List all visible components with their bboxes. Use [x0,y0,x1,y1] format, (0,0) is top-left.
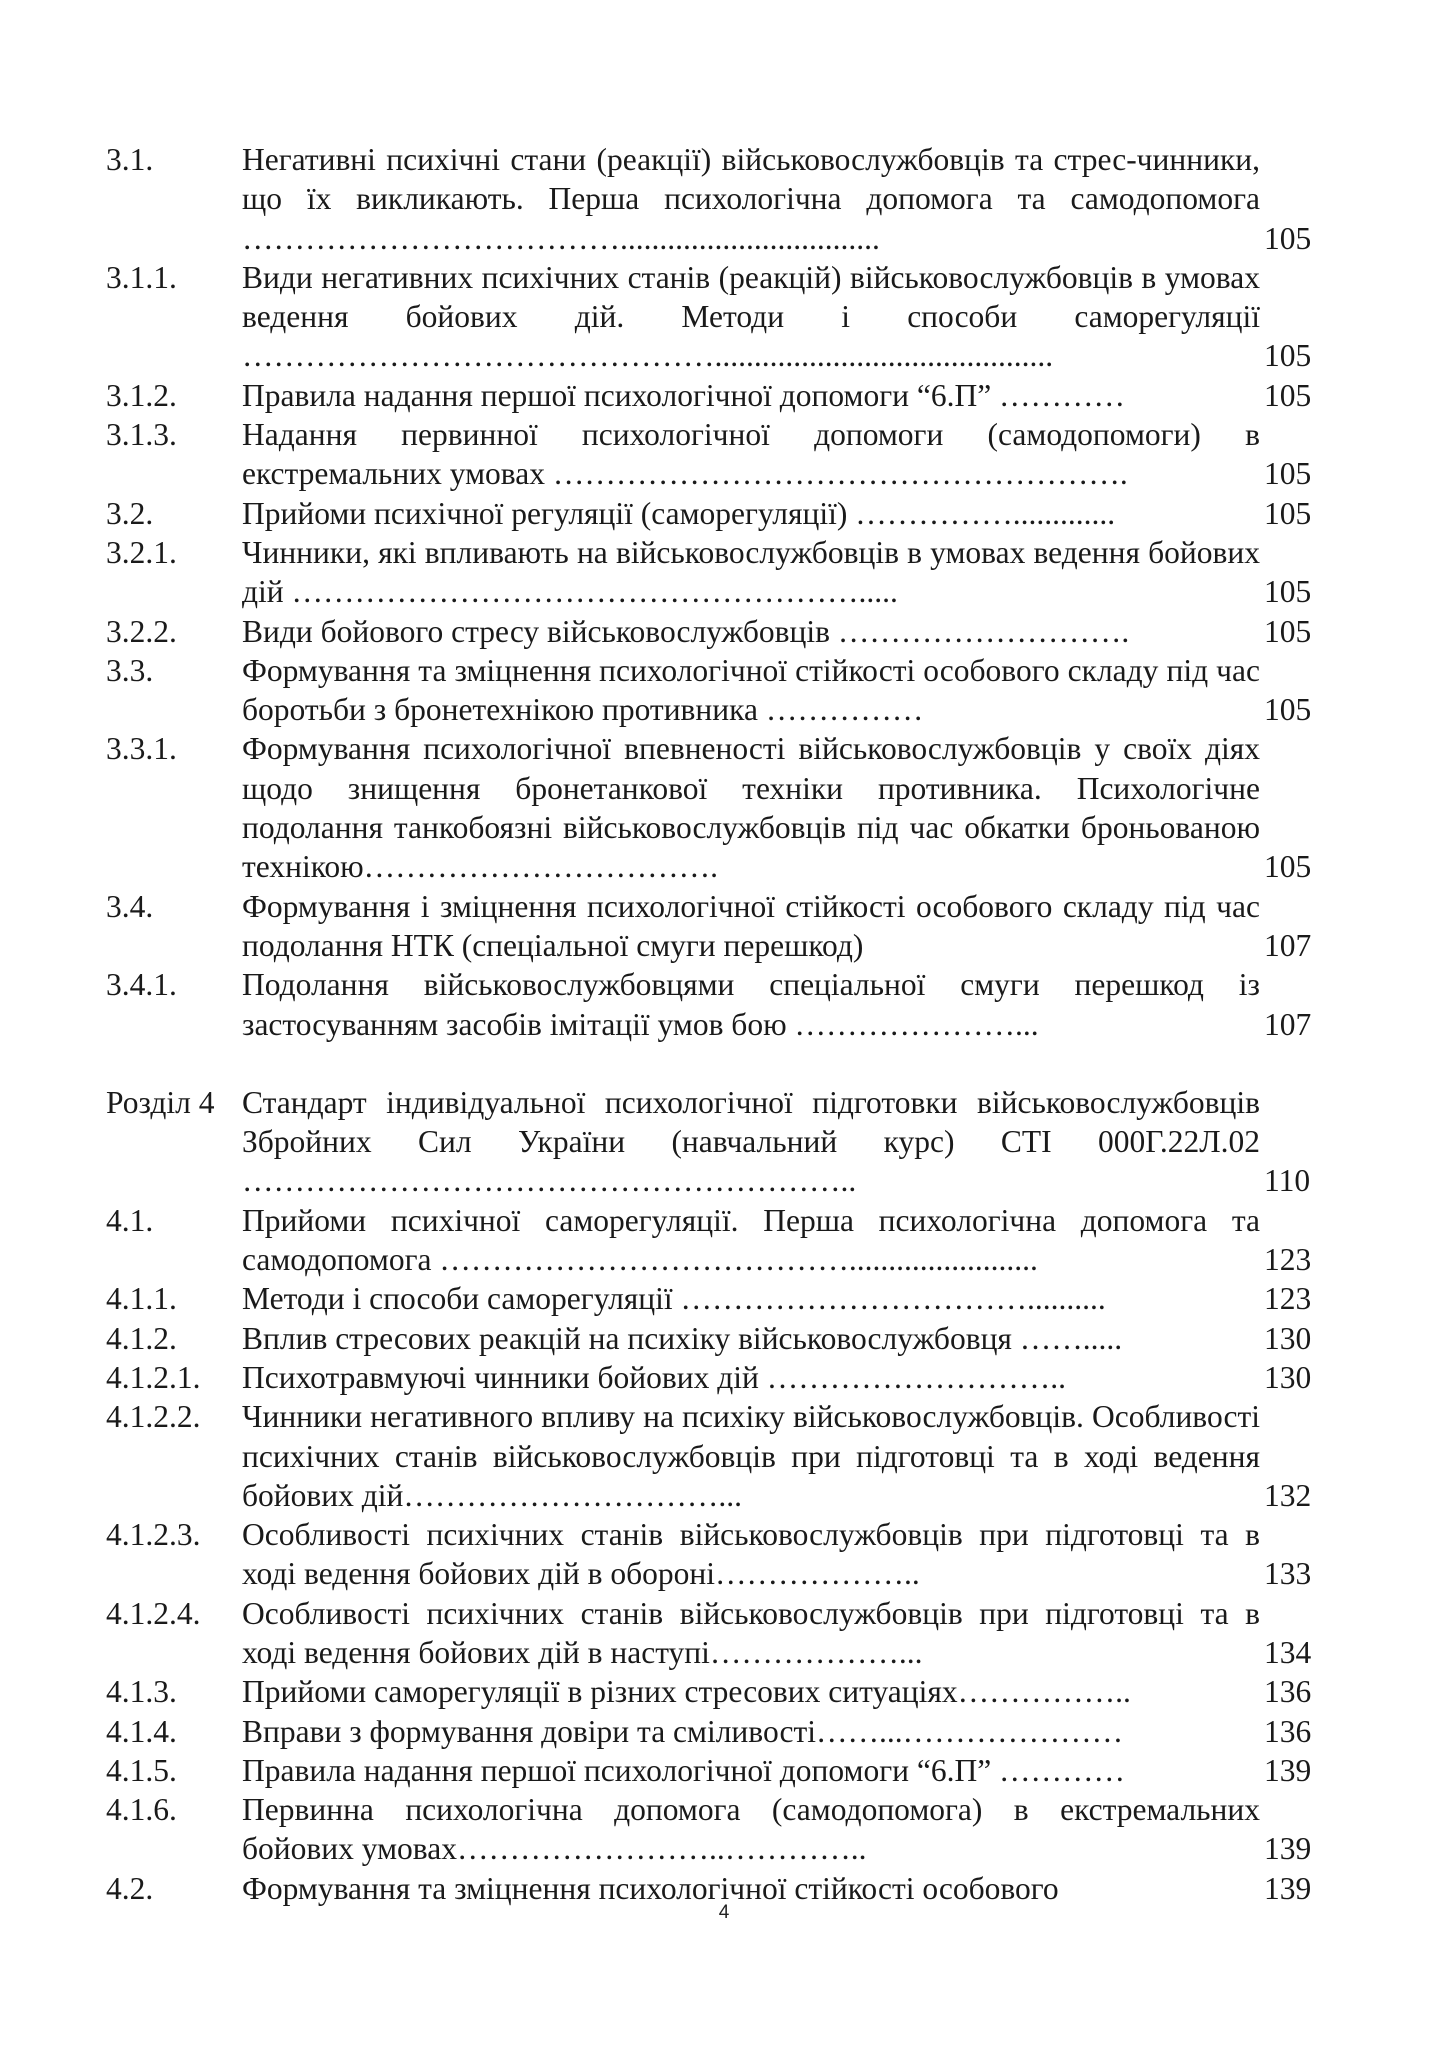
toc-entry-title: Чинники, які впливають на військовослужбовців в умовах ведення бойових дій ………………………………………………..... [242,534,1260,610]
toc-entry-number: 4.1.1. [106,1281,177,1317]
toc-entry-title: Види негативних психічних станів (реакцій) військовослужбовців в умовах ведення бойових дій. Методи і способи саморегуляції ………………………………………........................................... [242,259,1260,374]
toc-entry [106,729,1312,886]
toc-entry-number: 4.1. [106,1202,154,1238]
toc-entry-page: 105 [1264,495,1312,531]
toc-entry-number: 3.1. [106,142,154,177]
toc-entry-number: 3.2.2. [106,613,177,649]
toc-entry-number: 4.1.4. [106,1713,177,1749]
toc-entry-number: 3.4. [106,888,154,924]
toc-entry-page: 139 [1264,1752,1312,1788]
toc-entry [106,965,1312,1044]
toc-entry-page: 105 [1264,849,1312,885]
toc-entry-page: 107 [1264,927,1312,963]
toc-entry-number: 4.1.2. [106,1320,177,1356]
toc-entry-page: 105 [1264,456,1312,492]
toc-entry-title: Особливості психічних станів військовослужбовців при підготовці та в ході ведення бойових дій в обороні……………….. [242,1517,1260,1592]
toc-entry-number: 4.2. [106,1870,154,1906]
toc-entry-number: 4.1.2.3. [106,1517,201,1553]
toc-entry [106,1083,1311,1201]
toc-entry [106,376,1312,415]
toc-entry-page: 134 [1264,1634,1312,1670]
toc-entry-number: 3.3.1. [106,731,177,767]
toc-entry-title: Психотравмуючі чинники бойових дій ……………………….. [242,1359,1066,1395]
toc-entry-page: 105 [1264,613,1312,649]
toc-entry-page: 105 [1264,338,1312,374]
toc-entry-page: 139 [1264,1870,1312,1906]
toc-entry [106,1319,1312,1358]
toc-entry-number: 3.1.1. [106,259,177,295]
toc-entry-title: Стандарт індивідуальної психологічної підготовки військовослужбовців Збройних Сил України (навчальний курс) СТІ 000Г.22Л.02 ………………………………………………….. [242,1084,1260,1199]
toc-entry [106,258,1312,376]
toc-entry-number: 4.1.6. [106,1792,177,1828]
toc-entry-title: Формування і зміцнення психологічної стійкості особового складу під час подолання НТК (спеціальної смуги перешкод) [242,888,1260,963]
toc-entry-page: 105 [1264,220,1312,256]
toc-entry-number: 4.1.2.2. [106,1399,201,1435]
toc-entry-number: 4.1.2.1. [106,1359,201,1395]
toc-entry-page: 130 [1264,1320,1312,1356]
toc-entry-title: Чинники негативного впливу на психіку військовослужбовців. Особливості психічних станів військовослужбовців при підготовці та в ході ведення бойових дій…………………………... [242,1399,1260,1513]
toc-entry-title: Правила надання першої психологічної допомоги “6.П” ………… [242,1752,1126,1788]
toc-entry-title: Надання первинної психологічної допомоги (самодопомоги) в екстремальних умовах ………………………………………………. [242,417,1260,492]
toc-entry [106,1594,1312,1673]
toc-entry-page: 136 [1264,1713,1312,1749]
toc-entry-number: 3.1.2. [106,377,177,413]
page-number: 4 [718,1902,730,1923]
toc-entry-title: Прийоми психічної регуляції (саморегуляції) ……………............. [242,495,1116,531]
toc-entry-number: 4.1.2.4. [106,1595,201,1631]
toc-entry [106,612,1312,651]
toc-entry-page: 105 [1264,574,1312,610]
toc-entry [106,140,1312,258]
toc-entry [106,415,1312,494]
toc-entry-page: 123 [1264,1242,1312,1278]
toc-entry-title: Негативні психічні стани (реакції) військовослужбовців та стрес-чинники, що їх викликають. Перша психологічна допомога та самодопомога ………………………………................................. [242,142,1260,256]
toc-entry [106,1279,1312,1318]
toc-entry [106,651,1312,730]
toc-entry-page: 133 [1264,1556,1312,1592]
toc-block-section-4 [106,1083,1312,1908]
toc-entry-page: 136 [1264,1674,1312,1710]
table-of-contents [106,140,1312,1908]
toc-entry [106,494,1312,533]
toc-entry-page: 110 [1264,1163,1311,1199]
toc-entry-page: 132 [1264,1477,1312,1513]
toc-entry-page: 105 [1264,692,1312,728]
toc-entry-number: Розділ 4 [106,1084,215,1120]
toc-entry-title: Формування та зміцнення психологічної стійкості особового складу під час боротьби з бронетехнікою противника …………… [242,652,1260,728]
toc-entry-number: 3.3. [106,652,154,688]
toc-entry-page: 130 [1264,1359,1312,1395]
toc-entry-title: Формування психологічної впевненості військовослужбовців у своїх діях щодо знищення бронетанкової техніки противника. Психологічне подолання танкобоязні військовослужбовців під час обкатки броньованою технікою……………………………. [242,731,1260,885]
toc-entry-title: Подолання військовослужбовцями спеціальної смуги перешкод із застосуванням засобів імітації умов бою …………………... [242,967,1260,1042]
toc-entry-title: Особливості психічних станів військовослужбовців при підготовці та в ході ведення бойових дій в наступі………………... [242,1595,1260,1670]
toc-entry-number: 3.4.1. [106,967,177,1003]
toc-entry-number: 3.1.3. [106,417,177,453]
toc-entry [106,1751,1312,1790]
toc-entry-number: 3.2.1. [106,534,177,570]
toc-entry-page: 123 [1264,1281,1312,1317]
toc-entry-title: Первинна психологічна допомога (самодопомога) в екстремальних бойових умовах……………………..………….. [242,1792,1260,1867]
toc-entry-title: Методи і способи саморегуляції …………………………….......... [242,1281,1106,1317]
toc-entry-number: 3.2. [106,495,154,531]
toc-entry-title: Вправи з формування довіри та сміливості……...………………… [242,1713,1124,1749]
toc-entry-page: 105 [1264,377,1312,413]
toc-block-section-3 [106,140,1312,1044]
toc-entry-title: Вплив стресових реакцій на психіку військовослужбовця ……..... [242,1320,1123,1356]
toc-entry-title: Види бойового стресу військовослужбовців ………………………. [242,613,1130,649]
toc-entry-title: Формування та зміцнення психологічної стійкості особового [242,1870,1059,1906]
toc-entry-title: Прийоми саморегуляції в різних стресових ситуаціях…………….. [242,1674,1131,1710]
section-gap [106,1044,1306,1083]
toc-entry-page: 107 [1264,1006,1312,1042]
toc-entry-title: Правила надання першої психологічної допомоги “6.П” ………… [242,377,1126,413]
toc-entry-number: 4.1.3. [106,1674,177,1710]
toc-entry [106,1515,1312,1594]
toc-entry-number: 4.1.5. [106,1752,177,1788]
toc-entry [106,1358,1312,1397]
toc-entry [106,887,1312,966]
toc-entry-title: Прийоми психічної саморегуляції. Перша психологічна допомога та самодопомога …………………………………........................ [242,1202,1260,1278]
toc-entry [106,1712,1312,1751]
toc-entry [106,1672,1312,1711]
toc-entry-page: 139 [1264,1831,1312,1867]
toc-entry [106,1790,1312,1869]
toc-entry [106,533,1312,612]
toc-entry [106,1397,1312,1515]
toc-entry [106,1201,1312,1280]
